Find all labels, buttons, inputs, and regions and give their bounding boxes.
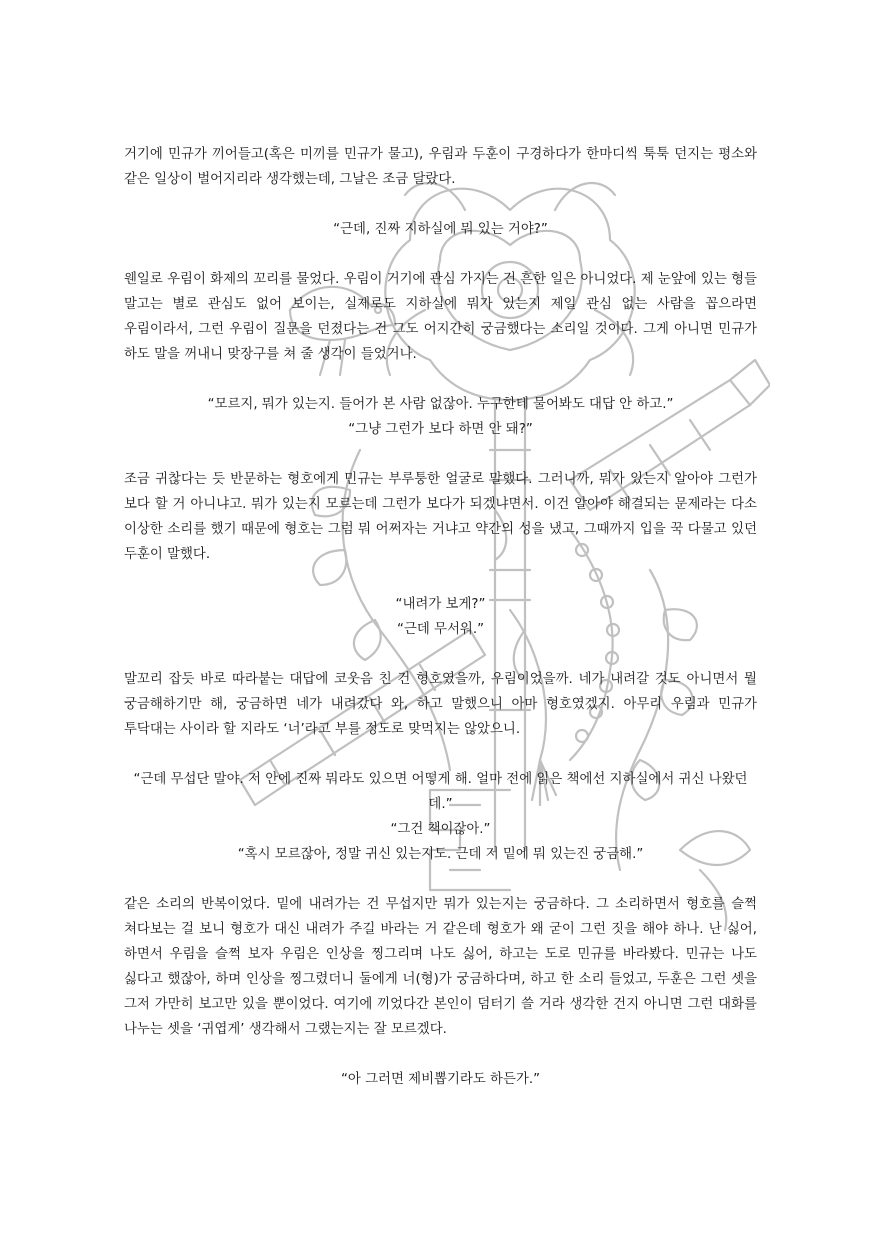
narrative-paragraph: 웬일로 우림이 화제의 꼬리를 물었다. 우림이 거기에 관심 가지는 건 흔한 일은 아니었다. 제 눈앞에 있는 형들 말고는 별로 관심도 없어 보이는, 실제로도 지하실에 뭐가 있는지 제일 관심 없는 사람을 꼽으라면 우림이라서, 그런 우림이 질문을 던졌다는 건 그도 어지간히 궁금했다는 소리일 것이다. 그게 아니면 민규가 하도 말을 꺼내니 맞장구를 쳐 줄 생각이 들었거나. (124, 272, 757, 362)
block-spacer (124, 442, 757, 467)
dialogue-block (124, 1067, 757, 1092)
block-spacer (124, 367, 757, 392)
block-spacer (124, 567, 757, 592)
dialogue-line: “그냥 그런가 보다 하면 안 돼?” (348, 422, 533, 437)
dialogue-block (124, 767, 757, 867)
dialogue-line: “근데, 진짜 지하실에 뭐 있는 거야?” (333, 222, 548, 237)
dialogue-line: “모르지, 뭐가 있는지. 들어가 본 사람 없잖아. 누구한테 물어봐도 대답 안 하고.” (207, 397, 674, 412)
dialogue-line: “아 그러면 제비뽑기라도 하든가.” (340, 1072, 541, 1087)
document-page (124, 142, 757, 1092)
dialogue-line: “근데 무섭단 말야. 저 안에 진짜 뭐라도 있으면 어떻게 해. 얼마 전에 읽은 책에선 지하실에서 귀신 나왔던데.” (133, 772, 748, 812)
narrative-paragraph: 조금 귀찮다는 듯 반문하는 형호에게 민규는 부루퉁한 얼굴로 말했다. 그러니까, 뭐가 있는지 알아야 그런가 보다 할 거 아니냐고. 뭐가 있는지 모르는데 그런가 보다가 되겠냐면서. 이건 알아야 해결되는 문제라는 다소 이상한 소리를 했기 때문에 형호는 그럼 뭐 어쩌자는 거냐고 약간의 성을 냈고, 그때까지 입을 꾹 다물고 있던 두훈이 말했다. (124, 472, 757, 562)
dialogue-line: “그건 책이잖아.” (390, 822, 491, 837)
dialogue-block (124, 392, 757, 442)
dialogue-block (124, 592, 757, 642)
block-spacer (124, 742, 757, 767)
dialogue-block (124, 217, 757, 242)
narrative-paragraph: 거기에 민규가 끼어들고(혹은 미끼를 민규가 물고), 우림과 두훈이 구경하다가 한마디씩 툭툭 던지는 평소와 같은 일상이 벌어지리라 생각했는데, 그날은 조금 달랐다. (124, 147, 757, 187)
block-spacer (124, 1042, 757, 1067)
block-spacer (124, 867, 757, 892)
block-spacer (124, 642, 757, 667)
block-spacer (124, 242, 757, 267)
dialogue-line: “혹시 모르잖아, 정말 귀신 있는지도. 근데 저 밑에 뭐 있는진 궁금해.” (237, 847, 644, 862)
narrative-paragraph: 같은 소리의 반복이었다. 밑에 내려가는 건 무섭지만 뭐가 있는지는 궁금하다. 그 소리하면서 형호를 슬쩍 쳐다보는 걸 보니 형호가 대신 내려가 주길 바라는 거 같은데 형호가 왜 굳이 그런 짓을 해야 하나. 난 싫어, 하면서 우림을 슬쩍 보자 우림은 인상을 찡그리며 나도 싫어, 하고는 도로 민규를 바라봤다. 민규는 나도 싫다고 했잖아, 하며 인상을 찡그렸더니 둘에게 너(형)가 궁금하다며, 하고 한 소리 들었고, 두훈은 그런 셋을 그저 가만히 보고만 있을 뿐이었다. 여기에 끼었다간 본인이 덤터기 쓸 거라 생각한 건지 아니면 그런 대화를 나누는 셋을 ‘귀엽게’ 생각해서 그랬는지는 잘 모르겠다. (124, 897, 757, 1037)
dialogue-line: “내려가 보게?” (395, 597, 486, 612)
narrative-paragraph: 말꼬리 잡듯 바로 따라붙는 대답에 코웃음 친 건 형호였을까, 우림이었을까. 네가 내려갈 것도 아니면서 뭘 궁금해하기만 해, 궁금하면 네가 내려갔다 와, 하고 말했으니 아마 형호였겠지. 아무리 우림과 민규가 투닥대는 사이라 할 지라도 ‘너’라고 부를 정도로 맞먹지는 않았으니. (124, 672, 757, 737)
dialogue-line: “근데 무서워.” (396, 622, 485, 637)
block-spacer (124, 192, 757, 217)
